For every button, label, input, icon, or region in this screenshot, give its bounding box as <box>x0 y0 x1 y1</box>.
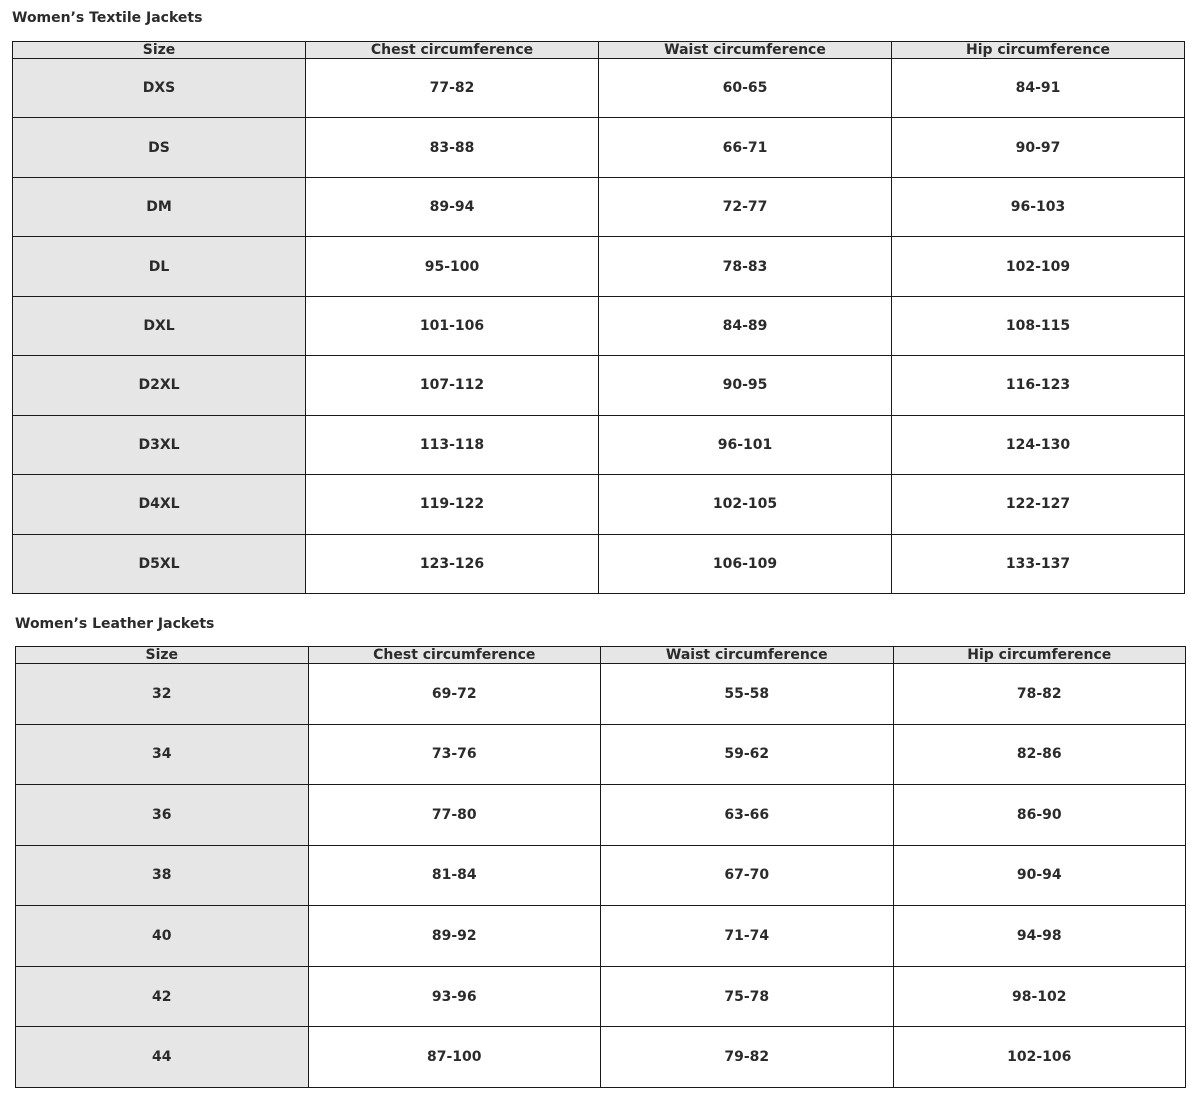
column-header-waist: Waist circumference <box>599 42 892 59</box>
hip-cell: 90-94 <box>893 845 1186 906</box>
table-row <box>13 356 1185 415</box>
hip-cell: 78-82 <box>893 664 1186 725</box>
chest-cell: 89-94 <box>306 177 599 236</box>
size-cell: D2XL <box>13 356 306 415</box>
size-cell: DS <box>13 118 306 177</box>
waist-cell: 72-77 <box>599 177 892 236</box>
column-header-hip: Hip circumference <box>893 647 1186 664</box>
chest-cell: 89-92 <box>308 906 601 967</box>
waist-cell: 78-83 <box>599 237 892 296</box>
leather-size-table <box>15 646 1186 1088</box>
table-row <box>16 906 1186 967</box>
chest-cell: 119-122 <box>306 475 599 534</box>
hip-cell: 98-102 <box>893 966 1186 1027</box>
waist-cell: 96-101 <box>599 415 892 474</box>
size-cell: 38 <box>16 845 309 906</box>
size-cell: DM <box>13 177 306 236</box>
waist-cell: 67-70 <box>601 845 894 906</box>
chest-cell: 69-72 <box>308 664 601 725</box>
waist-cell: 84-89 <box>599 296 892 355</box>
hip-cell: 108-115 <box>892 296 1185 355</box>
size-cell: 34 <box>16 724 309 785</box>
table-row <box>13 177 1185 236</box>
table-row <box>13 534 1185 594</box>
chest-cell: 93-96 <box>308 966 601 1027</box>
column-header-chest: Chest circumference <box>308 647 601 664</box>
column-header-chest: Chest circumference <box>306 42 599 59</box>
table-row <box>13 296 1185 355</box>
waist-cell: 63-66 <box>601 785 894 846</box>
table-row <box>13 59 1185 118</box>
size-cell: 44 <box>16 1027 309 1088</box>
chest-cell: 77-80 <box>308 785 601 846</box>
column-header-size: Size <box>16 647 309 664</box>
size-cell: DL <box>13 237 306 296</box>
waist-cell: 60-65 <box>599 59 892 118</box>
chest-cell: 101-106 <box>306 296 599 355</box>
table-row <box>13 237 1185 296</box>
waist-cell: 66-71 <box>599 118 892 177</box>
column-header-hip: Hip circumference <box>892 42 1185 59</box>
size-cell: D5XL <box>13 534 306 594</box>
size-cell: D3XL <box>13 415 306 474</box>
chest-cell: 123-126 <box>306 534 599 594</box>
table-row <box>16 845 1186 906</box>
chest-cell: 87-100 <box>308 1027 601 1088</box>
leather-jackets-title: Women’s Leather Jackets <box>15 616 215 632</box>
waist-cell: 106-109 <box>599 534 892 594</box>
size-cell: D4XL <box>13 475 306 534</box>
hip-cell: 124-130 <box>892 415 1185 474</box>
table-row <box>16 1027 1186 1088</box>
chest-cell: 83-88 <box>306 118 599 177</box>
waist-cell: 90-95 <box>599 356 892 415</box>
hip-cell: 94-98 <box>893 906 1186 967</box>
chest-cell: 81-84 <box>308 845 601 906</box>
hip-cell: 102-109 <box>892 237 1185 296</box>
table-row <box>13 118 1185 177</box>
table-row <box>16 724 1186 785</box>
chest-cell: 107-112 <box>306 356 599 415</box>
chest-cell: 113-118 <box>306 415 599 474</box>
waist-cell: 79-82 <box>601 1027 894 1088</box>
waist-cell: 71-74 <box>601 906 894 967</box>
hip-cell: 122-127 <box>892 475 1185 534</box>
size-cell: DXS <box>13 59 306 118</box>
waist-cell: 102-105 <box>599 475 892 534</box>
hip-cell: 82-86 <box>893 724 1186 785</box>
table-row <box>13 415 1185 474</box>
size-cell: 42 <box>16 966 309 1027</box>
hip-cell: 90-97 <box>892 118 1185 177</box>
hip-cell: 102-106 <box>893 1027 1186 1088</box>
chest-cell: 73-76 <box>308 724 601 785</box>
hip-cell: 84-91 <box>892 59 1185 118</box>
chest-cell: 77-82 <box>306 59 599 118</box>
table-header-row <box>16 647 1186 664</box>
size-cell: 32 <box>16 664 309 725</box>
hip-cell: 96-103 <box>892 177 1185 236</box>
hip-cell: 86-90 <box>893 785 1186 846</box>
table-row <box>16 664 1186 725</box>
waist-cell: 75-78 <box>601 966 894 1027</box>
hip-cell: 116-123 <box>892 356 1185 415</box>
textile-jackets-title: Women’s Textile Jackets <box>12 10 203 26</box>
textile-size-table <box>12 41 1185 594</box>
chest-cell: 95-100 <box>306 237 599 296</box>
hip-cell: 133-137 <box>892 534 1185 594</box>
table-row <box>13 475 1185 534</box>
size-cell: 36 <box>16 785 309 846</box>
column-header-waist: Waist circumference <box>601 647 894 664</box>
table-header-row <box>13 42 1185 59</box>
size-cell: DXL <box>13 296 306 355</box>
column-header-size: Size <box>13 42 306 59</box>
waist-cell: 59-62 <box>601 724 894 785</box>
waist-cell: 55-58 <box>601 664 894 725</box>
table-row <box>16 785 1186 846</box>
size-cell: 40 <box>16 906 309 967</box>
table-row <box>16 966 1186 1027</box>
